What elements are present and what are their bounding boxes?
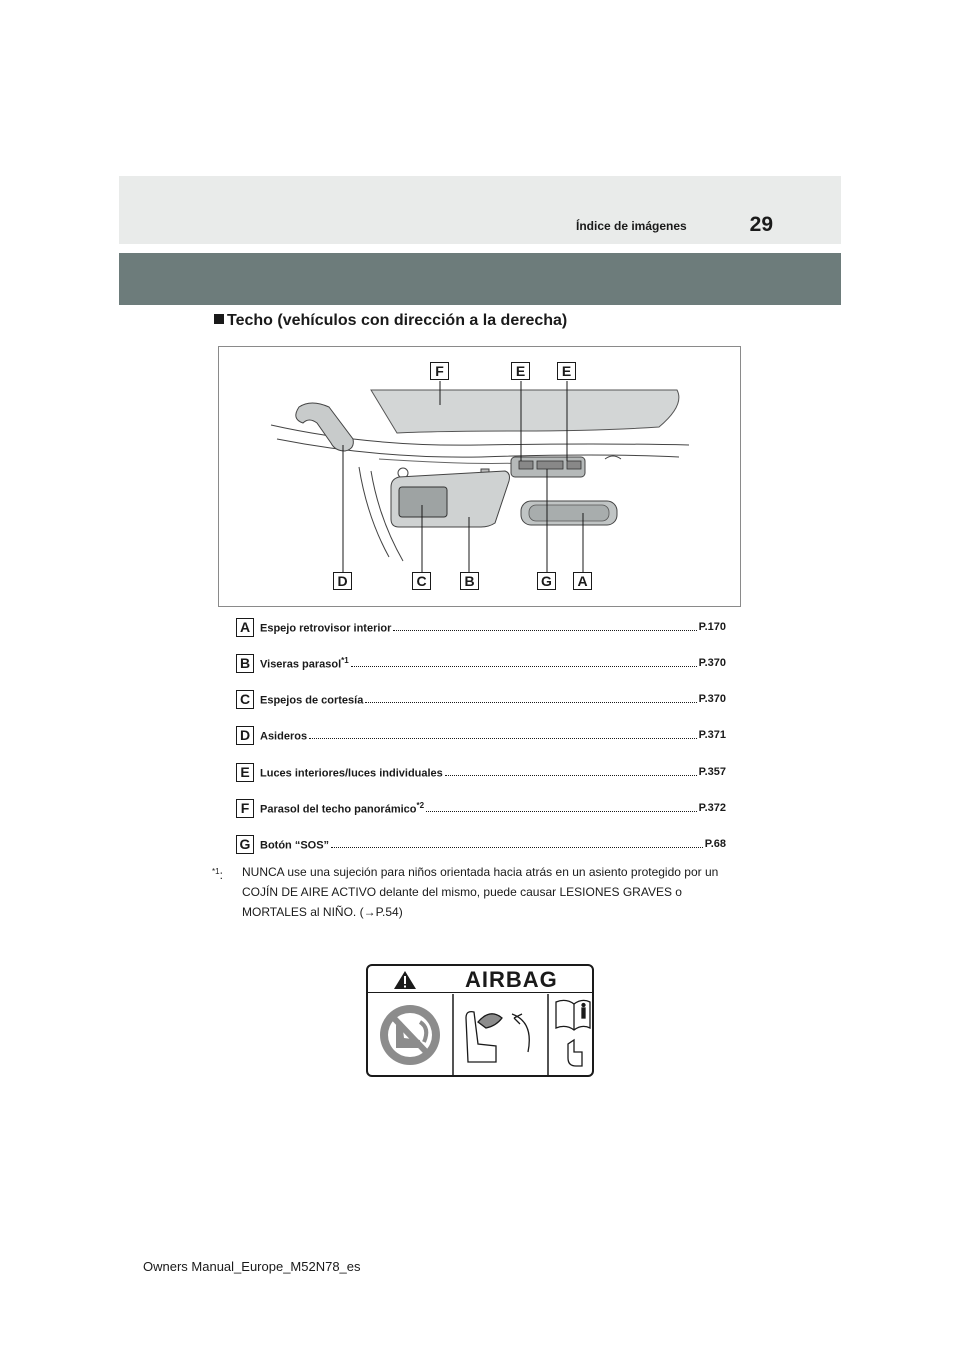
legend-badge: F	[236, 799, 254, 818]
legend-badge: C	[236, 690, 254, 709]
callout-e: E	[511, 362, 530, 380]
callout-d: D	[333, 572, 352, 590]
page-number: 29	[749, 213, 773, 236]
footer-text: Owners Manual_Europe_M52N78_es	[143, 1259, 361, 1274]
page-reference-link[interactable]: P.370	[698, 657, 726, 669]
console-button	[519, 461, 533, 469]
leader-dots	[351, 655, 697, 667]
airbag-label-header	[368, 966, 592, 993]
leader-dots	[365, 691, 696, 703]
footnote-mark: $^{*1}$:	[212, 867, 223, 882]
console-button	[537, 461, 563, 469]
vanity-mirror-shape	[399, 487, 447, 517]
legend-label: Espejo retrovisor interior	[260, 622, 392, 635]
callout-c: C	[412, 572, 431, 590]
callout-g: G	[537, 572, 556, 590]
legend-badge: G	[236, 835, 254, 854]
leader-dots	[393, 619, 696, 631]
legend-item	[236, 762, 726, 782]
callout-a: A	[573, 572, 592, 590]
page-reference-link[interactable]: P.170	[698, 621, 726, 633]
legend-item	[236, 689, 726, 709]
console-button	[567, 461, 581, 469]
legend-badge: E	[236, 763, 254, 782]
callout-b: B	[460, 572, 479, 590]
header-divider-band	[119, 253, 841, 305]
footnote-text: NUNCA use una sujeción para niños orientada hacia atrás en un asiento protegido por un COJÍN DE AIRE ACTIVO delante del mismo, puede causar LESIONES GRAVES o MORTALES al NIÑO. (→P.54)	[242, 865, 719, 919]
legend-item	[236, 653, 726, 673]
leader-dots	[426, 800, 697, 812]
square-bullet-icon	[214, 314, 224, 324]
header-band	[119, 176, 841, 244]
page-reference-link[interactable]: P.370	[698, 693, 726, 705]
section-title: Índice de imágenes	[576, 219, 687, 233]
legend-label: Viseras parasol$^{*1}$	[260, 655, 349, 671]
legend-badge: A	[236, 618, 254, 637]
page-reference-link[interactable]: P.68	[704, 838, 726, 850]
leader-dots	[309, 727, 697, 739]
manual-book-icon	[556, 1000, 590, 1066]
airbag-warning-label	[366, 964, 594, 1077]
roof-drawing	[219, 347, 741, 607]
legend-item	[236, 725, 726, 745]
footnote	[212, 862, 742, 922]
legend-label: Luces interiores/luces individuales	[260, 767, 443, 780]
roof-clip	[605, 456, 621, 459]
legend-label: Parasol del techo panorámico$^{*2}$	[260, 800, 425, 816]
panoramic-roof-glass	[371, 390, 679, 433]
callout-f: F	[430, 362, 449, 380]
legend-item	[236, 617, 726, 637]
windshield-pillar	[359, 467, 389, 557]
page-reference-link[interactable]: P.372	[698, 802, 726, 814]
section-heading	[214, 312, 567, 330]
legend-item	[236, 798, 726, 818]
airbag-title: AIRBAG	[465, 967, 558, 992]
child-seat-airbag-icon	[466, 1012, 529, 1062]
page-reference-link[interactable]: P.371	[698, 729, 726, 741]
no-rear-facing-seat-icon	[380, 1005, 440, 1065]
legend-label: Espejos de cortesía	[260, 694, 364, 707]
legend-label: Botón “SOS”	[260, 839, 330, 852]
legend-item	[236, 834, 726, 854]
roof-illustration	[218, 346, 741, 607]
legend-badge: B	[236, 654, 254, 673]
leader-dots	[331, 836, 703, 848]
page-reference-link[interactable]: P.357	[698, 766, 726, 778]
callout-e: E	[557, 362, 576, 380]
rearview-mirror-glass	[529, 505, 609, 521]
legend-badge: D	[236, 726, 254, 745]
roof-frame-line	[379, 459, 519, 464]
leader-dots	[445, 764, 697, 776]
legend-label: Asideros	[260, 730, 308, 743]
section-heading-text: Techo (vehículos con dirección a la derecha)	[227, 312, 568, 329]
